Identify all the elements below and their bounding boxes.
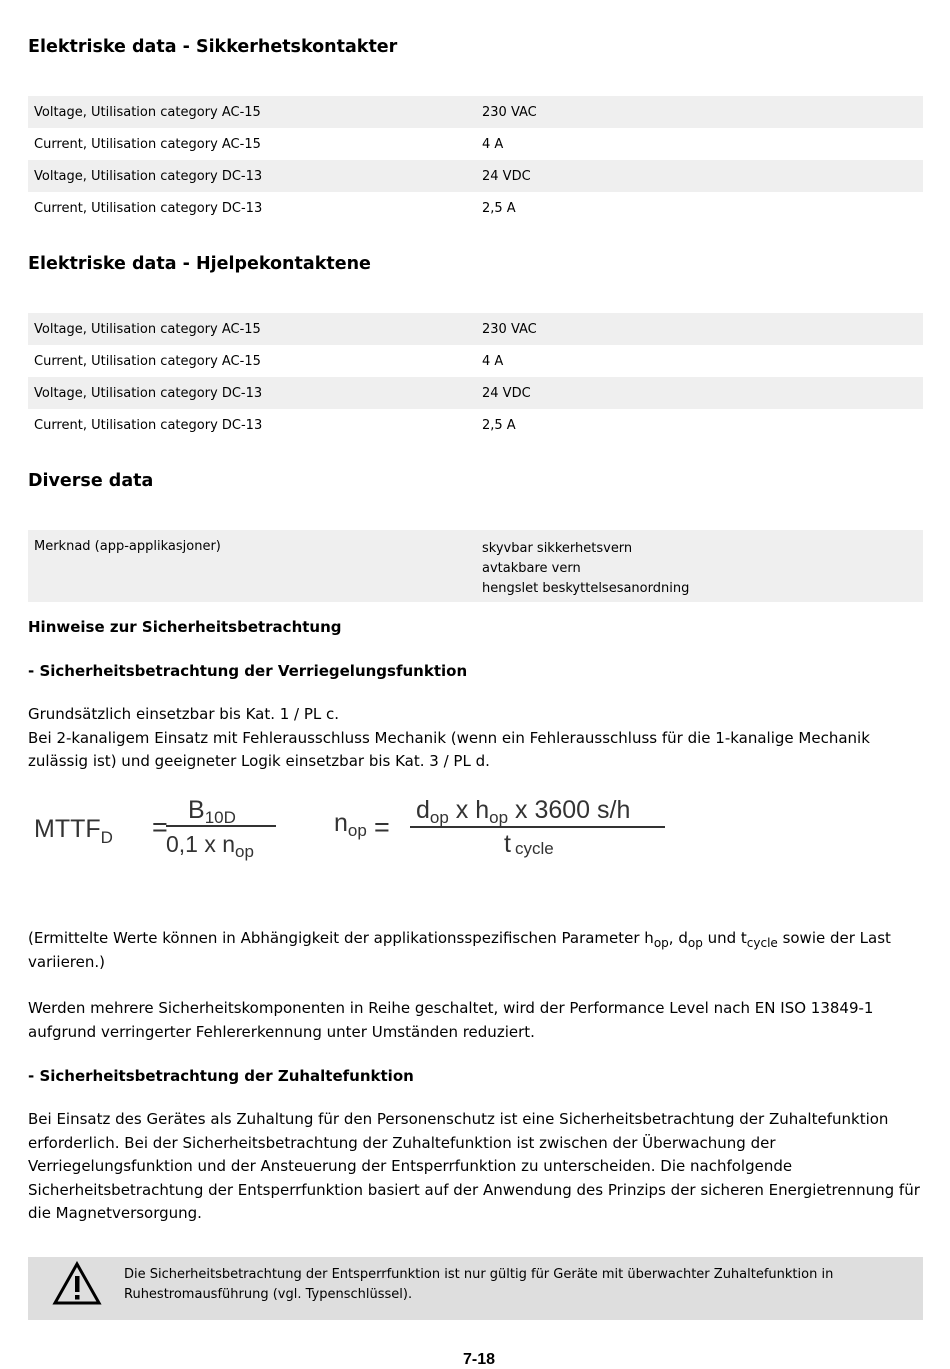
paragraph-locking: [28, 703, 928, 774]
table-row: [28, 530, 923, 602]
table-row: [28, 160, 923, 192]
row-label: Current, Utilisation category DC-13: [34, 200, 263, 216]
svg-text:tcycle: [504, 830, 554, 858]
section-title-misc: Diverse data: [28, 471, 154, 491]
safety-contacts-table: [28, 96, 923, 224]
row-value: 4 A: [482, 136, 504, 152]
paragraph-parameters: [28, 927, 928, 974]
row-label: Voltage, Utilisation category DC-13: [28, 377, 476, 409]
formula-subscript: D: [100, 828, 113, 847]
formula-subscript: op: [489, 808, 509, 827]
formula-subscript: op: [429, 808, 449, 827]
table-row: [28, 192, 923, 224]
svg-text:dop x hop x 3600 s/h: [416, 796, 630, 827]
text-span: und t: [702, 929, 747, 947]
formula-text: MTTF: [34, 815, 101, 843]
formula-text: n: [334, 809, 348, 837]
svg-text:nop: [334, 809, 367, 840]
formula-subscript: op: [347, 821, 367, 840]
subscript: op: [687, 936, 703, 950]
row-label: Current, Utilisation category DC-13: [34, 417, 263, 433]
formula-text: t: [504, 830, 511, 858]
formula-subscript: cycle: [514, 839, 554, 858]
table-row: [28, 313, 923, 345]
row-value: 4 A: [482, 353, 504, 369]
row-label: Voltage, Utilisation category AC-15: [28, 96, 476, 128]
safety-subheading-locking: - Sicherheitsbetrachtung der Verriegelungsfunktion: [28, 662, 468, 680]
row-value: 24 VDC: [476, 377, 923, 409]
mttf-formula: [32, 790, 682, 870]
svg-text:0,1 x nop: [166, 831, 254, 861]
value-line: avtakbare vern: [482, 561, 581, 576]
formula-text: x 3600 s/h: [508, 796, 631, 824]
row-value: 230 VAC: [476, 313, 923, 345]
page-number: 7-18: [462, 1351, 496, 1368]
formula-subscript: op: [235, 842, 254, 861]
text-span: sowie der Last variieren.): [28, 929, 891, 971]
paragraph-line: Bei 2-kanaligem Einsatz mit Fehlerausschluss Mechanik (wenn ein Fehlerausschluss für die 1-kanalige Mechanik zulässig ist) und geeigneter Logik einsetzbar bis Kat. 3 / PL d.: [28, 728, 870, 770]
paragraph-series: Werden mehrere Sicherheitskomponenten in Reihe geschaltet, wird der Performance Level nach EN ISO 13849-1 aufgrund verringerter Fehlererkennung unter Umständen reduziert.: [28, 999, 874, 1041]
formula-text: 0,1 x n: [166, 831, 236, 857]
subscript: op: [653, 936, 669, 950]
formula-text: d: [416, 796, 430, 824]
row-label: Voltage, Utilisation category DC-13: [28, 160, 476, 192]
paragraph-line: Grundsätzlich einsetzbar bis Kat. 1 / PL c.: [28, 705, 340, 723]
text-span: (Ermittelte Werte können in Abhängigkeit der applikationsspezifischen Parameter h: [28, 929, 654, 947]
table-row: [28, 96, 923, 128]
warning-note: [28, 1257, 923, 1320]
value-line: skyvbar sikkerhetsvern: [482, 541, 633, 556]
row-label: Merknad (app-applikasjoner): [28, 530, 476, 602]
misc-table: [28, 530, 923, 602]
warning-note-text: Die Sicherheitsbetrachtung der Entsperrfunktion ist nur gültig für Geräte mit überwachter Zuhaltefunktion in Ruhestromausführung (vgl. Typenschlüssel).: [124, 1267, 834, 1302]
table-row: [28, 128, 923, 160]
row-label: Current, Utilisation category AC-15: [34, 353, 261, 369]
paragraph-guard-locking: Bei Einsatz des Gerätes als Zuhaltung für den Personenschutz ist eine Sicherheitsbetrachtung der Zuhaltefunktion erforderlich. Bei der Sicherheitsbetrachtung der Zuhaltefunktion ist zwischen der Überwachung der Verriegelungsfunktion und der Ansteuerung der Entsperrfunktion zu unterscheiden. Die nachfolgende Sicherheitsbetrachtung der Entsperrfunktion basiert auf der Anwendung des Prinzips der sicheren Energietrennung für die Magnetversorgung.: [28, 1110, 920, 1222]
row-value: 2,5 A: [482, 200, 516, 216]
value-line: hengslet beskyttelsesanordning: [482, 581, 690, 596]
safety-heading: Hinweise zur Sicherheitsbetrachtung: [28, 618, 342, 636]
row-value: [476, 530, 923, 602]
table-row: [28, 377, 923, 409]
svg-text:B10D: [188, 796, 236, 827]
formula-equals: =: [152, 812, 168, 842]
row-label: Voltage, Utilisation category AC-15: [28, 313, 476, 345]
warning-triangle-icon: [52, 1261, 102, 1307]
formula-text: x h: [448, 796, 490, 824]
table-row: [28, 345, 923, 377]
row-value: 24 VDC: [476, 160, 923, 192]
formula-text: B: [188, 796, 205, 824]
aux-contacts-table: [28, 313, 923, 441]
section-title-aux-contacts: Elektriske data - Hjelpekontaktene: [28, 254, 371, 274]
formula-equals: =: [374, 812, 390, 842]
table-row: [28, 409, 923, 441]
svg-text:MTTFD: [34, 815, 113, 847]
text-span: , d: [668, 929, 688, 947]
formula-subscript: 10D: [204, 808, 236, 827]
row-value: 230 VAC: [476, 96, 923, 128]
section-title-safety-contacts: Elektriske data - Sikkerhetskontakter: [28, 37, 398, 57]
row-value: 2,5 A: [482, 417, 516, 433]
subscript: cycle: [746, 936, 778, 950]
safety-subheading-guard-locking: - Sicherheitsbetrachtung der Zuhaltefunktion: [28, 1067, 414, 1085]
row-label: Current, Utilisation category AC-15: [34, 136, 261, 152]
